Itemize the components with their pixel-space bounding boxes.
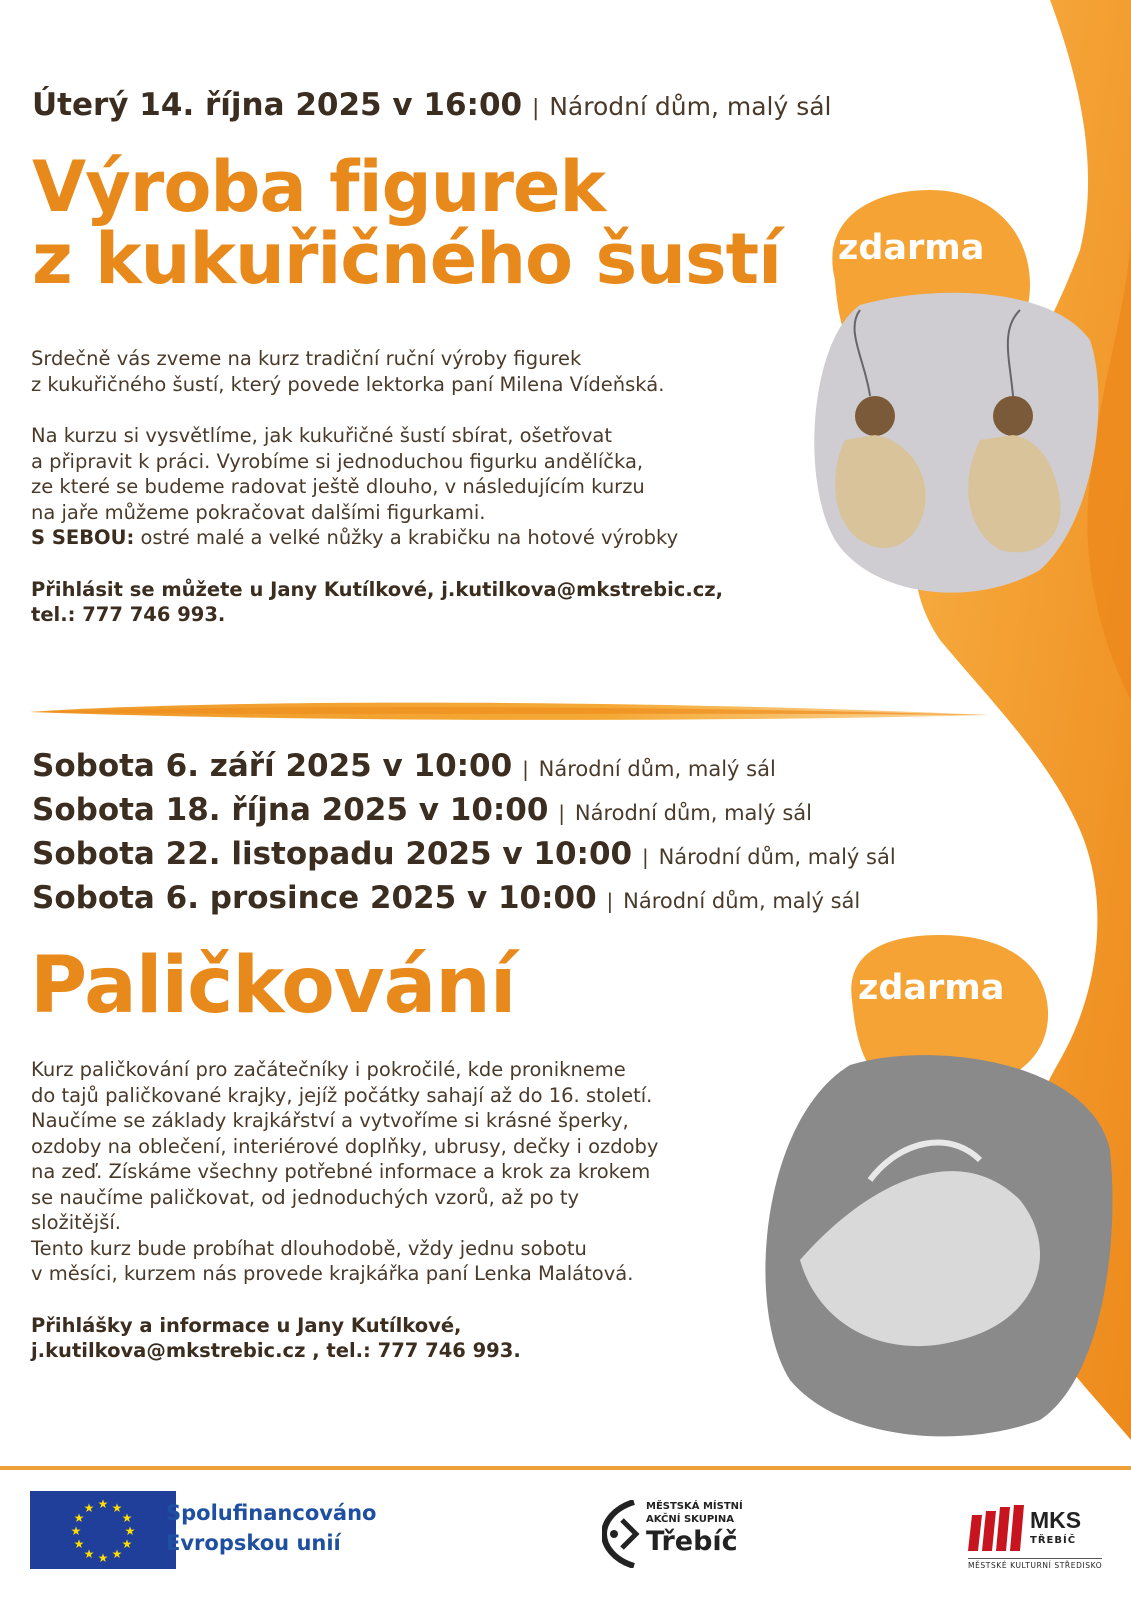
event2-dateline-2 — [32, 792, 896, 836]
event2-venue: Národní dům, malý sál — [574, 801, 812, 825]
svg-text:★: ★ — [83, 1501, 95, 1515]
event2-body-line: složitější. — [31, 1211, 121, 1234]
event2-date: Sobota 6. prosince 2025 v 10:00 — [32, 880, 597, 916]
event2-body-line: na zeď. Získáme všechny potřebné informace a krok za krokem — [31, 1160, 651, 1183]
eu-cofinanced-text — [166, 1498, 376, 1558]
event2-signup-line2: j.kutilkova@mkstrebic.cz , tel.: 777 746 993. — [31, 1339, 521, 1362]
event2-date: Sobota 6. září 2025 v 10:00 — [32, 748, 513, 784]
event2-signup-line1: Přihlášky a informace u Jany Kutílkové, — [31, 1313, 462, 1337]
event2-date: Sobota 18. října 2025 v 10:00 — [32, 792, 549, 828]
mks-subtitle: MĚSTSKÉ KULTURNÍ STŘEDISKO — [968, 1558, 1102, 1570]
event1-body-line2: a připravit k práci. Vyrobíme si jednoduchou figurku andělíčka, — [31, 449, 644, 473]
svg-text:★: ★ — [97, 1551, 109, 1565]
event2-body-line: Kurz paličkování pro začátečníky i pokročilé, kde pronikneme — [31, 1058, 626, 1081]
mks-city: TŘEBÍČ — [1030, 1535, 1077, 1546]
event1-body-line4: na jaře můžeme pokračovat dalšími figurkami. — [31, 500, 486, 524]
footer-divider — [0, 1466, 1131, 1470]
event2-dateline-4 — [32, 880, 896, 924]
event2-badge: zdarma — [858, 968, 1005, 1008]
event1-title — [32, 146, 782, 300]
eu-line2: Evropskou unií — [166, 1531, 341, 1555]
svg-text:★: ★ — [70, 1524, 82, 1538]
svg-text:★: ★ — [111, 1501, 123, 1515]
svg-text:★: ★ — [111, 1547, 123, 1561]
event2-description — [31, 1057, 791, 1364]
event2-date: Sobota 22. listopadu 2025 v 10:00 — [32, 836, 633, 872]
event2-separator: | — [522, 757, 529, 781]
event1-venue: Národní dům, malý sál — [549, 92, 832, 121]
mas-small-text — [646, 1500, 766, 1526]
mas-small-line1: MĚSTSKÁ MÍSTNÍ — [646, 1501, 743, 1512]
event2-title: Paličkování — [30, 941, 516, 1031]
svg-text:★: ★ — [83, 1547, 95, 1561]
event2-separator: | — [606, 889, 614, 913]
mas-small-line2: AKČNÍ SKUPINA — [646, 1514, 735, 1525]
event1-dateline — [32, 87, 832, 123]
event1-title-line1: Výroba figurek — [32, 146, 606, 228]
eu-flag-logo — [30, 1491, 176, 1569]
event2-separator: | — [558, 801, 566, 825]
event1-description — [31, 346, 791, 628]
event2-venue: Národní dům, malý sál — [623, 889, 861, 913]
event2-body-line: do tajů paličkované krajky, jejíž počátky sahají až do 16. století. — [31, 1083, 653, 1107]
event2-dateline-3 — [32, 836, 896, 880]
event2-body-line: Naučíme se základy krajkářství a vytvoříme si krásné šperky, — [31, 1109, 629, 1132]
event2-body-line: ozdoby na oblečení, interiérové doplňky, ubrusy, dečky i ozdoby — [31, 1134, 659, 1158]
event2-body-line: Tento kurz bude probíhat dlouhodobě, vždy jednu sobotu — [31, 1236, 587, 1260]
mks-name: MKS — [1030, 1507, 1082, 1533]
event1-intro-line2: z kukuřičného šustí, který povede lektorka paní Milena Vídeňská. — [31, 372, 665, 396]
event1-body-line3: ze které se budeme radovat ještě dlouho, v následujícím kurzu — [31, 475, 645, 498]
event1-badge: zdarma — [838, 228, 985, 268]
event1-intro-line1: Srdečně vás zveme na kurz tradiční ruční výroby figurek — [31, 347, 582, 370]
svg-text:★: ★ — [73, 1537, 85, 1551]
mas-trebic-logo — [602, 1500, 743, 1572]
svg-text:★: ★ — [124, 1524, 136, 1538]
eu-line1: Spolufinancováno — [166, 1501, 377, 1525]
event2-venue: Národní dům, malý sál — [658, 845, 896, 869]
event1-separator: | — [531, 96, 540, 121]
event2-body-line: v měsíci, kurzem nás provede krajkářka paní Lenka Malátová. — [31, 1262, 634, 1285]
event2-separator: | — [641, 845, 649, 869]
svg-text:★: ★ — [97, 1497, 109, 1511]
event1-bring-label: S SEBOU: — [31, 526, 135, 549]
mas-emblem-icon — [602, 1500, 640, 1568]
svg-text:★: ★ — [121, 1537, 133, 1551]
event1-signup-line2: tel.: 777 746 993. — [31, 603, 226, 626]
mks-emblem-icon — [968, 1505, 1024, 1555]
event2-body-line: se naučíme paličkovat, od jednoduchých vzorů, až po ty — [31, 1185, 580, 1209]
event2-dateline-1 — [32, 748, 896, 792]
event1-signup-line1: Přihlásit se můžete u Jany Kutílkové, j.kutilkova@mkstrebic.cz, — [31, 577, 724, 601]
svg-text:★: ★ — [121, 1511, 133, 1525]
event2-datelines — [32, 748, 896, 924]
mks-trebic-logo — [968, 1505, 1103, 1570]
event1-title-line2: z kukuřičného šustí — [32, 217, 782, 300]
event1-date: Úterý 14. října 2025 v 16:00 — [32, 87, 523, 123]
event1-bring-text: ostré malé a velké nůžky a krabičku na hotové výrobky — [140, 526, 679, 549]
eu-stars-icon — [30, 1491, 176, 1569]
mas-big-text: Třebíč — [646, 1526, 738, 1557]
event1-body-line1: Na kurzu si vysvětlíme, jak kukuřičné šustí sbírat, ošetřovat — [31, 424, 612, 447]
svg-text:★: ★ — [73, 1511, 85, 1525]
event2-venue: Národní dům, malý sál — [538, 757, 776, 781]
